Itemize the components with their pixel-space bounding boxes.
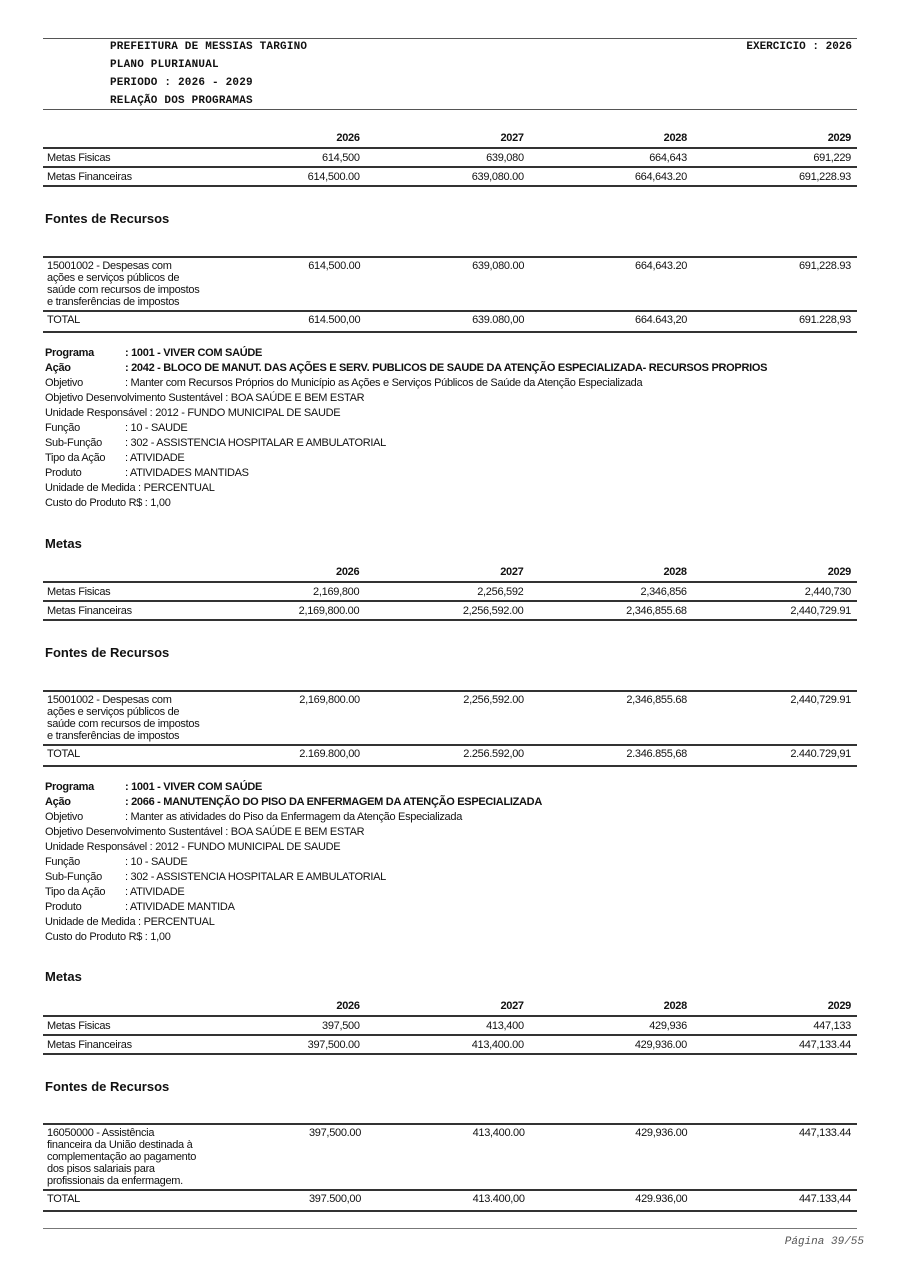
cell-value: 2,440,729.91 xyxy=(693,691,857,745)
sub-funcao-value: : 302 - ASSISTENCIA HOSPITALAR E AMBULATORIAL xyxy=(125,437,386,449)
desc-line: saúde com recursos de impostos xyxy=(47,718,200,730)
produto-value: : ATIVIDADES MANTIDAS xyxy=(125,467,249,479)
desc-line: e transferências de impostos xyxy=(47,730,180,742)
metas-table xyxy=(43,997,857,1055)
ods-value: Objetivo Desenvolvimento Sustentável : BOA SAÚDE E BEM ESTAR xyxy=(45,826,365,838)
year-header: 2027 xyxy=(500,566,524,578)
desc-line: 16050000 - Assistência xyxy=(47,1127,155,1139)
cell-value: 447,133 xyxy=(693,1016,857,1035)
cell-value: 447,133.44 xyxy=(693,1035,857,1054)
total-value: 2.346.855,68 xyxy=(530,745,693,766)
desc-line: complementação ao pagamento xyxy=(47,1151,197,1163)
cell-value: 429,936.00 xyxy=(531,1124,694,1190)
year-header: 2027 xyxy=(500,132,524,144)
ods-value: Objetivo Desenvolvimento Sustentável : BOA SAÚDE E BEM ESTAR xyxy=(45,392,365,404)
total-value: 397.500,00 xyxy=(261,1190,367,1211)
fonte-description xyxy=(43,691,259,745)
desc-line: e transferências de impostos xyxy=(47,296,180,308)
header-period: PERIODO : 2026 - 2029 xyxy=(110,77,253,89)
total-value: 614.500,00 xyxy=(260,311,366,332)
total-value: 2.169.800,00 xyxy=(259,745,366,766)
year-header: 2027 xyxy=(500,1000,524,1012)
cell-value: 397,500.00 xyxy=(260,1035,366,1054)
fontes-table xyxy=(43,690,857,767)
desc-line: 15001002 - Despesas com xyxy=(47,694,172,706)
cell-value: 2,256,592.00 xyxy=(366,691,530,745)
programa-value: : 1001 - VIVER COM SAÚDE xyxy=(125,347,263,359)
section-title-metas: Metas xyxy=(45,969,82,984)
cell-value: 447,133.44 xyxy=(693,1124,857,1190)
desc-line: saúde com recursos de impostos xyxy=(47,284,200,296)
section-title-metas: Metas xyxy=(45,536,82,551)
label-funcao: Função xyxy=(45,856,80,868)
header-top-rule xyxy=(43,38,857,39)
fontes-table xyxy=(43,256,857,333)
cell-value: 691,229 xyxy=(693,148,857,167)
cell-value: 639,080 xyxy=(366,148,530,167)
metas-table xyxy=(43,129,857,187)
cell-value: 397,500 xyxy=(260,1016,366,1035)
year-header: 2029 xyxy=(827,1000,851,1012)
table-row xyxy=(43,582,857,601)
tipo-acao-value: : ATIVIDADE xyxy=(125,452,185,464)
desc-line: profissionais da enfermagem. xyxy=(47,1175,183,1187)
row-label: Metas Fisicas xyxy=(43,582,259,601)
total-value: 664.643,20 xyxy=(530,311,693,332)
table-row xyxy=(43,691,857,745)
cell-value: 2,346,855.68 xyxy=(529,601,692,620)
cell-value: 2,169,800.00 xyxy=(259,601,366,620)
total-value: 413.400,00 xyxy=(367,1190,531,1211)
acao-value: : 2066 - MANUTENÇÃO DO PISO DA ENFERMAGEM DA ATENÇÃO ESPECIALIZADA xyxy=(125,796,542,808)
cell-value: 397,500.00 xyxy=(261,1124,367,1190)
unidade-value: Unidade Responsável : 2012 - FUNDO MUNICIPAL DE SAUDE xyxy=(45,841,341,853)
cell-value: 2,169,800.00 xyxy=(259,691,366,745)
cell-value: 664,643.20 xyxy=(530,257,693,311)
produto-value: : ATIVIDADE MANTIDA xyxy=(125,901,235,913)
total-value: 2.256.592,00 xyxy=(366,745,530,766)
desc-line: financeira da União destinada à xyxy=(47,1139,193,1151)
fonte-description xyxy=(43,1124,261,1190)
cell-value: 691,228.93 xyxy=(693,167,857,186)
year-header: 2029 xyxy=(827,566,851,578)
unidade-medida-value: Unidade de Medida : PERCENTUAL xyxy=(45,482,215,494)
label-sub-funcao: Sub-Função xyxy=(45,437,102,449)
year-header: 2028 xyxy=(663,1000,687,1012)
cell-value: 429,936.00 xyxy=(530,1035,693,1054)
cell-value: 2,256,592.00 xyxy=(365,601,529,620)
year-header: 2026 xyxy=(336,132,360,144)
label-tipo-acao: Tipo da Ação xyxy=(45,886,106,898)
year-header: 2029 xyxy=(827,132,851,144)
label-objetivo: Objetivo xyxy=(45,811,83,823)
label-tipo-acao: Tipo da Ação xyxy=(45,452,106,464)
label-produto: Produto xyxy=(45,901,82,913)
cell-value: 429,936 xyxy=(530,1016,693,1035)
metas-table xyxy=(43,563,857,621)
label-objetivo: Objetivo xyxy=(45,377,83,389)
footer-rule xyxy=(43,1228,857,1229)
total-value: 447.133,44 xyxy=(693,1190,857,1211)
header-plan: PLANO PLURIANUAL xyxy=(110,59,219,71)
tipo-acao-value: : ATIVIDADE xyxy=(125,886,185,898)
table-row xyxy=(43,167,857,186)
fonte-description xyxy=(43,257,260,311)
total-row xyxy=(43,745,857,766)
row-label: Metas Financeiras xyxy=(43,1035,260,1054)
unidade-medida-value: Unidade de Medida : PERCENTUAL xyxy=(45,916,215,928)
objetivo-value: : Manter com Recursos Próprios do Município as Ações e Serviços Públicos de Saúde da Atenção Especializada xyxy=(125,377,643,389)
cell-value: 691,228.93 xyxy=(693,257,857,311)
label-acao: Ação xyxy=(45,362,71,374)
total-label: TOTAL xyxy=(43,311,260,332)
cell-value: 413,400.00 xyxy=(366,1035,530,1054)
label-programa: Programa xyxy=(45,781,94,793)
cell-value: 2,346,856 xyxy=(529,582,692,601)
total-label: TOTAL xyxy=(43,745,259,766)
cell-value: 664,643 xyxy=(530,148,693,167)
cell-value: 639,080.00 xyxy=(366,257,530,311)
header-bottom-rule xyxy=(43,109,857,110)
table-row xyxy=(43,601,857,620)
cell-value: 664,643.20 xyxy=(530,167,693,186)
table-row xyxy=(43,1016,857,1035)
year-header: 2028 xyxy=(663,566,687,578)
header-municipality: PREFEITURA DE MESSIAS TARGINO xyxy=(110,41,308,53)
desc-line: ações e serviços públicos de xyxy=(47,272,180,284)
cell-value: 614,500.00 xyxy=(260,167,366,186)
table-row xyxy=(43,148,857,167)
label-produto: Produto xyxy=(45,467,82,479)
action-info xyxy=(45,781,542,946)
year-header: 2026 xyxy=(336,1000,360,1012)
total-value: 429.936,00 xyxy=(531,1190,694,1211)
action-info xyxy=(45,347,767,512)
year-header: 2028 xyxy=(663,132,687,144)
programa-value: : 1001 - VIVER COM SAÚDE xyxy=(125,781,263,793)
label-programa: Programa xyxy=(45,347,94,359)
label-acao: Ação xyxy=(45,796,71,808)
total-row xyxy=(43,311,857,332)
table-row xyxy=(43,257,857,311)
acao-value: : 2042 - BLOCO DE MANUT. DAS AÇÕES E SERV. PUBLICOS DE SAUDE DA ATENÇÃO ESPECIALIZADA- RECURSOS PROPRIOS xyxy=(125,362,768,374)
cell-value: 2,440,729.91 xyxy=(693,601,857,620)
cell-value: 2,169,800 xyxy=(259,582,366,601)
total-value: 639.080,00 xyxy=(366,311,530,332)
desc-line: 15001002 - Despesas com xyxy=(47,260,172,272)
desc-line: dos pisos salariais para xyxy=(47,1163,155,1175)
funcao-value: : 10 - SAUDE xyxy=(125,422,188,434)
desc-line: ações e serviços públicos de xyxy=(47,706,180,718)
section-title-fontes: Fontes de Recursos xyxy=(45,1079,170,1094)
page-number: Página 39/55 xyxy=(784,1236,864,1248)
section-title-fontes: Fontes de Recursos xyxy=(45,645,170,660)
funcao-value: : 10 - SAUDE xyxy=(125,856,188,868)
total-value: 2.440.729,91 xyxy=(693,745,857,766)
section-title-fontes: Fontes de Recursos xyxy=(45,211,170,226)
fontes-table xyxy=(43,1123,857,1212)
objetivo-value: : Manter as atividades do Piso da Enfermagem da Atenção Especializada xyxy=(125,811,463,823)
cell-value: 413,400.00 xyxy=(367,1124,531,1190)
cell-value: 614,500 xyxy=(260,148,366,167)
row-label: Metas Financeiras xyxy=(43,167,260,186)
total-label: TOTAL xyxy=(43,1190,261,1211)
cell-value: 2,256,592 xyxy=(365,582,529,601)
custo-value: Custo do Produto R$ : 1,00 xyxy=(45,931,171,943)
custo-value: Custo do Produto R$ : 1,00 xyxy=(45,497,171,509)
year-header: 2026 xyxy=(336,566,360,578)
total-row xyxy=(43,1190,857,1211)
cell-value: 2,346,855.68 xyxy=(530,691,693,745)
cell-value: 639,080.00 xyxy=(366,167,530,186)
table-row xyxy=(43,1124,857,1190)
header-report-title: RELAÇÃO DOS PROGRAMAS xyxy=(110,95,253,107)
row-label: Metas Financeiras xyxy=(43,601,259,620)
cell-value: 2,440,730 xyxy=(693,582,857,601)
cell-value: 614,500.00 xyxy=(260,257,366,311)
unidade-value: Unidade Responsável : 2012 - FUNDO MUNICIPAL DE SAUDE xyxy=(45,407,341,419)
row-label: Metas Fisicas xyxy=(43,1016,260,1035)
label-sub-funcao: Sub-Função xyxy=(45,871,102,883)
sub-funcao-value: : 302 - ASSISTENCIA HOSPITALAR E AMBULATORIAL xyxy=(125,871,386,883)
label-funcao: Função xyxy=(45,422,80,434)
header-exercicio: EXERCICIO : 2026 xyxy=(746,41,852,53)
cell-value: 413,400 xyxy=(366,1016,530,1035)
row-label: Metas Fisicas xyxy=(43,148,260,167)
table-row xyxy=(43,1035,857,1054)
total-value: 691.228,93 xyxy=(693,311,857,332)
